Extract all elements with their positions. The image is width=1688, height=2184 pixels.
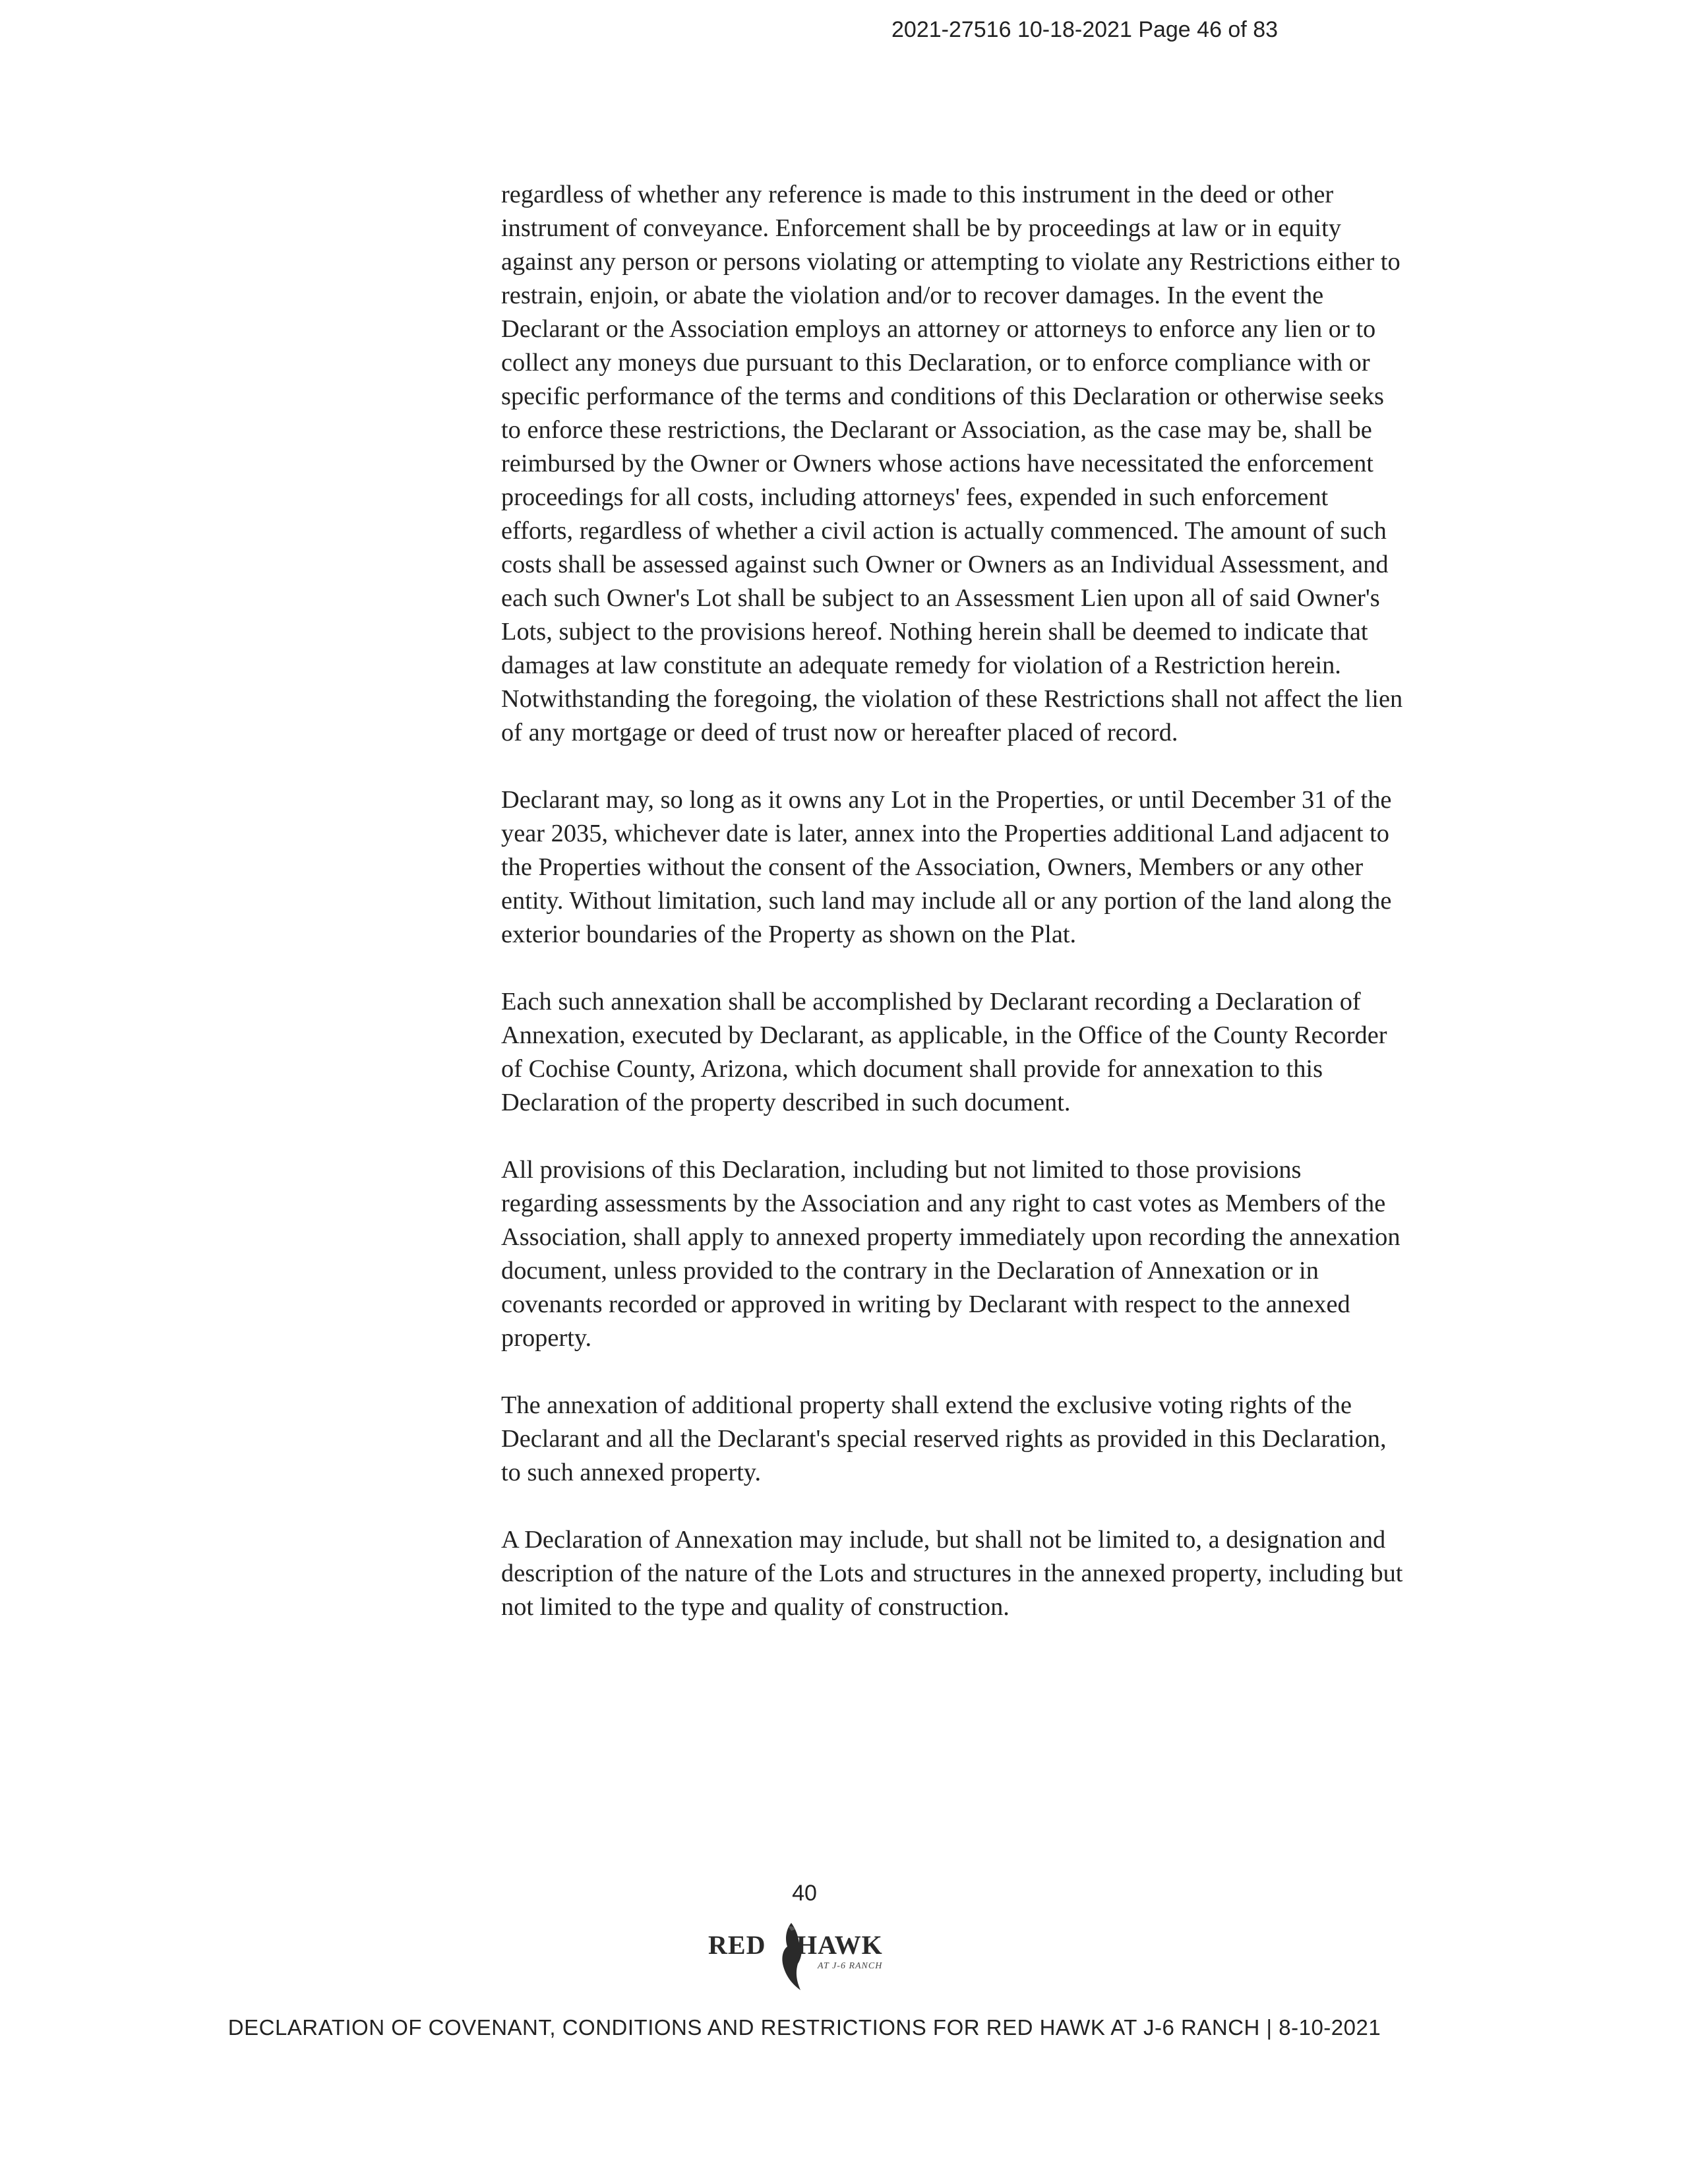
logo-subtitle: AT J-6 RANCH bbox=[818, 1961, 883, 1971]
recording-stamp: 2021-27516 10-18-2021 Page 46 of 83 bbox=[891, 17, 1279, 42]
paragraph-enforcement: regardless of whether any reference is made to this instrument in the deed or other instrument of conveyance. Enforcement shall be by proceedings at law or in equity against any person or persons violating or attempting to violate any Restrictions either to restrain, enjoin, or abate the violation and/or to recover damages. In the event the Declarant or the Association employs an attorney or attorneys to enforce any lien or to collect any moneys due pursuant to this Declaration, or to enforce compliance with or specific performance of the terms and conditions of this Declaration or otherwise seeks to enforce these restrictions, the Declarant or Association, as the case may be, shall be reimbursed by the Owner or Owners whose actions have necessitated the enforcement proceedings for all costs, including attorneys' fees, expended in such enforcement efforts, regardless of whether a civil action is actually commenced. The amount of such costs shall be assessed against such Owner or Owners as an Individual Assessment, and each such Owner's Lot shall be subject to an Assessment Lien upon all of said Owner's Lots, subject to the provisions hereof. Nothing herein shall be deemed to indicate that damages at law constitute an adequate remedy for violation of a Restriction herein. Notwithstanding the foregoing, the violation of these Restrictions shall not affect the lien of any mortgage or deed of trust now or hereafter placed of record. bbox=[501, 181, 1403, 746]
document-footer: DECLARATION OF COVENANT, CONDITIONS AND RESTRICTIONS FOR RED HAWK AT J-6 RANCH | 8-10-2021 bbox=[227, 2015, 1381, 2040]
document-body bbox=[501, 178, 1404, 1658]
logo-word-hawk: HAWK bbox=[797, 1930, 883, 1960]
paragraph-annexation-right: Declarant may, so long as it owns any Lot in the Properties, or until December 31 of the year 2035, whichever date is later, annex into the Properties additional Land adjacent to the Properties without the consent of the Association, Owners, Members or any other entity. Without limitation, such land may include all or any portion of the land along the exterior boundaries of the Property as shown on the Plat. bbox=[501, 786, 1392, 948]
paragraph-voting-rights: The annexation of additional property shall extend the exclusive voting rights of the Declarant and all the Declarant's special reserved rights as provided in this Declaration, to such annexed property. bbox=[501, 1391, 1387, 1486]
logo-word-red: RED bbox=[708, 1930, 766, 1960]
red-hawk-logo bbox=[706, 1920, 903, 1999]
page-number: 40 bbox=[792, 1881, 817, 1906]
paragraph-annexation-contents: A Declaration of Annexation may include, but shall not be limited to, a designation and description of the nature of the Lots and structures in the annexed property, including but not limited to the type and quality of construction. bbox=[501, 1526, 1403, 1621]
paragraph-provisions-apply: All provisions of this Declaration, including but not limited to those provisions regarding assessments by the Association and any right to cast votes as Members of the Association, shall apply to annexed property immediately upon recording the annexation document, unless provided to the contrary in the Declaration of Annexation or in covenants recorded or approved in writing by Declarant with respect to the annexed property. bbox=[501, 1156, 1401, 1352]
paragraph-annexation-procedure: Each such annexation shall be accomplished by Declarant recording a Declaration of Annexation, executed by Declarant, as applicable, in the Office of the County Recorder of Cochise County, Arizona, which document shall provide for annexation to this Declaration of the property described in such document. bbox=[501, 988, 1387, 1116]
